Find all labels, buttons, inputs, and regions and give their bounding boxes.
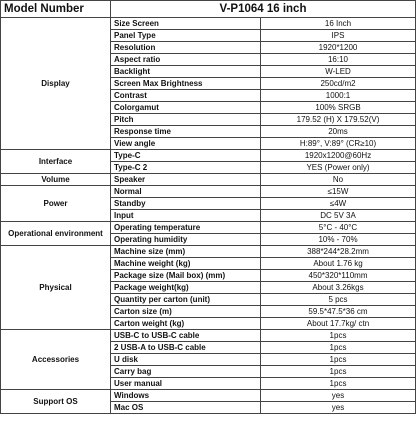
parameter-cell: Type-C [111,150,261,162]
value-cell: 5°C - 40°C [261,222,416,234]
parameter-cell: Carton weight (kg) [111,318,261,330]
parameter-cell: Aspect ratio [111,54,261,66]
parameter-cell: Resolution [111,42,261,54]
value-cell: 1pcs [261,330,416,342]
parameter-cell: Type-C 2 [111,162,261,174]
category-cell: Interface [1,150,111,174]
value-cell: 450*320*110mm [261,270,416,282]
parameter-cell: Contrast [111,90,261,102]
category-cell: Physical [1,246,111,330]
parameter-cell: Windows [111,390,261,402]
spec-body [1,18,416,414]
value-cell: 388*244*28.2mm [261,246,416,258]
value-cell: IPS [261,30,416,42]
parameter-cell: Screen Max Brightness [111,78,261,90]
category-cell: Operational environment [1,222,111,246]
header-row [1,1,416,18]
parameter-cell: Operating temperature [111,222,261,234]
value-cell: No [261,174,416,186]
value-cell: About 3.26kgs [261,282,416,294]
parameter-cell: 2 USB-A to USB-C cable [111,342,261,354]
value-cell: 1pcs [261,366,416,378]
category-cell: Power [1,186,111,222]
value-cell: yes [261,402,416,414]
parameter-cell: Carton size (m) [111,306,261,318]
table-row [1,150,416,162]
value-cell: 1pcs [261,378,416,390]
category-cell: Volume [1,174,111,186]
parameter-cell: Operating humidity [111,234,261,246]
value-cell: 100% SRGB [261,102,416,114]
parameter-cell: Package size (Mail box) (mm) [111,270,261,282]
parameter-cell: Input [111,210,261,222]
value-cell: About 1.76 kg [261,258,416,270]
value-cell: 250cd/m2 [261,78,416,90]
value-cell: 1pcs [261,342,416,354]
table-row [1,246,416,258]
value-cell: YES (Power only) [261,162,416,174]
value-cell: 1pcs [261,354,416,366]
parameter-cell: Pitch [111,114,261,126]
value-cell: ≤15W [261,186,416,198]
parameter-cell: Carry bag [111,366,261,378]
parameter-cell: Speaker [111,174,261,186]
parameter-cell: Size Screen [111,18,261,30]
model-number-header: Model Number [1,1,111,18]
parameter-cell: USB-C to USB-C cable [111,330,261,342]
value-cell: H:89°, V:89° (CR≥10) [261,138,416,150]
value-cell: 59.5*47.5*36 cm [261,306,416,318]
category-cell: Support OS [1,390,111,414]
parameter-cell: Machine weight (kg) [111,258,261,270]
parameter-cell: Machine size (mm) [111,246,261,258]
parameter-cell: Quantity per carton (unit) [111,294,261,306]
category-cell: Accessories [1,330,111,390]
value-cell: 179.52 (H) X 179.52(V) [261,114,416,126]
model-name-header: V-P1064 16 inch [111,1,416,18]
parameter-cell: Panel Type [111,30,261,42]
table-row [1,222,416,234]
value-cell: 1000:1 [261,90,416,102]
parameter-cell: Response time [111,126,261,138]
table-row [1,390,416,402]
category-cell: Display [1,18,111,150]
value-cell: DC 5V 3A [261,210,416,222]
parameter-cell: U disk [111,354,261,366]
value-cell: 16:10 [261,54,416,66]
table-row [1,330,416,342]
value-cell: 1920x1200@60Hz [261,150,416,162]
parameter-cell: Colorgamut [111,102,261,114]
value-cell: 10% - 70% [261,234,416,246]
parameter-cell: Normal [111,186,261,198]
table-row [1,186,416,198]
table-row [1,174,416,186]
value-cell: 16 Inch [261,18,416,30]
parameter-cell: User manual [111,378,261,390]
parameter-cell: Backlight [111,66,261,78]
value-cell: W-LED [261,66,416,78]
value-cell: 5 pcs [261,294,416,306]
value-cell: ≤4W [261,198,416,210]
parameter-cell: Package weight(kg) [111,282,261,294]
table-row [1,18,416,30]
value-cell: 1920*1200 [261,42,416,54]
value-cell: About 17.7kg/ ctn [261,318,416,330]
value-cell: 20ms [261,126,416,138]
parameter-cell: Standby [111,198,261,210]
parameter-cell: Mac OS [111,402,261,414]
parameter-cell: View angle [111,138,261,150]
value-cell: yes [261,390,416,402]
